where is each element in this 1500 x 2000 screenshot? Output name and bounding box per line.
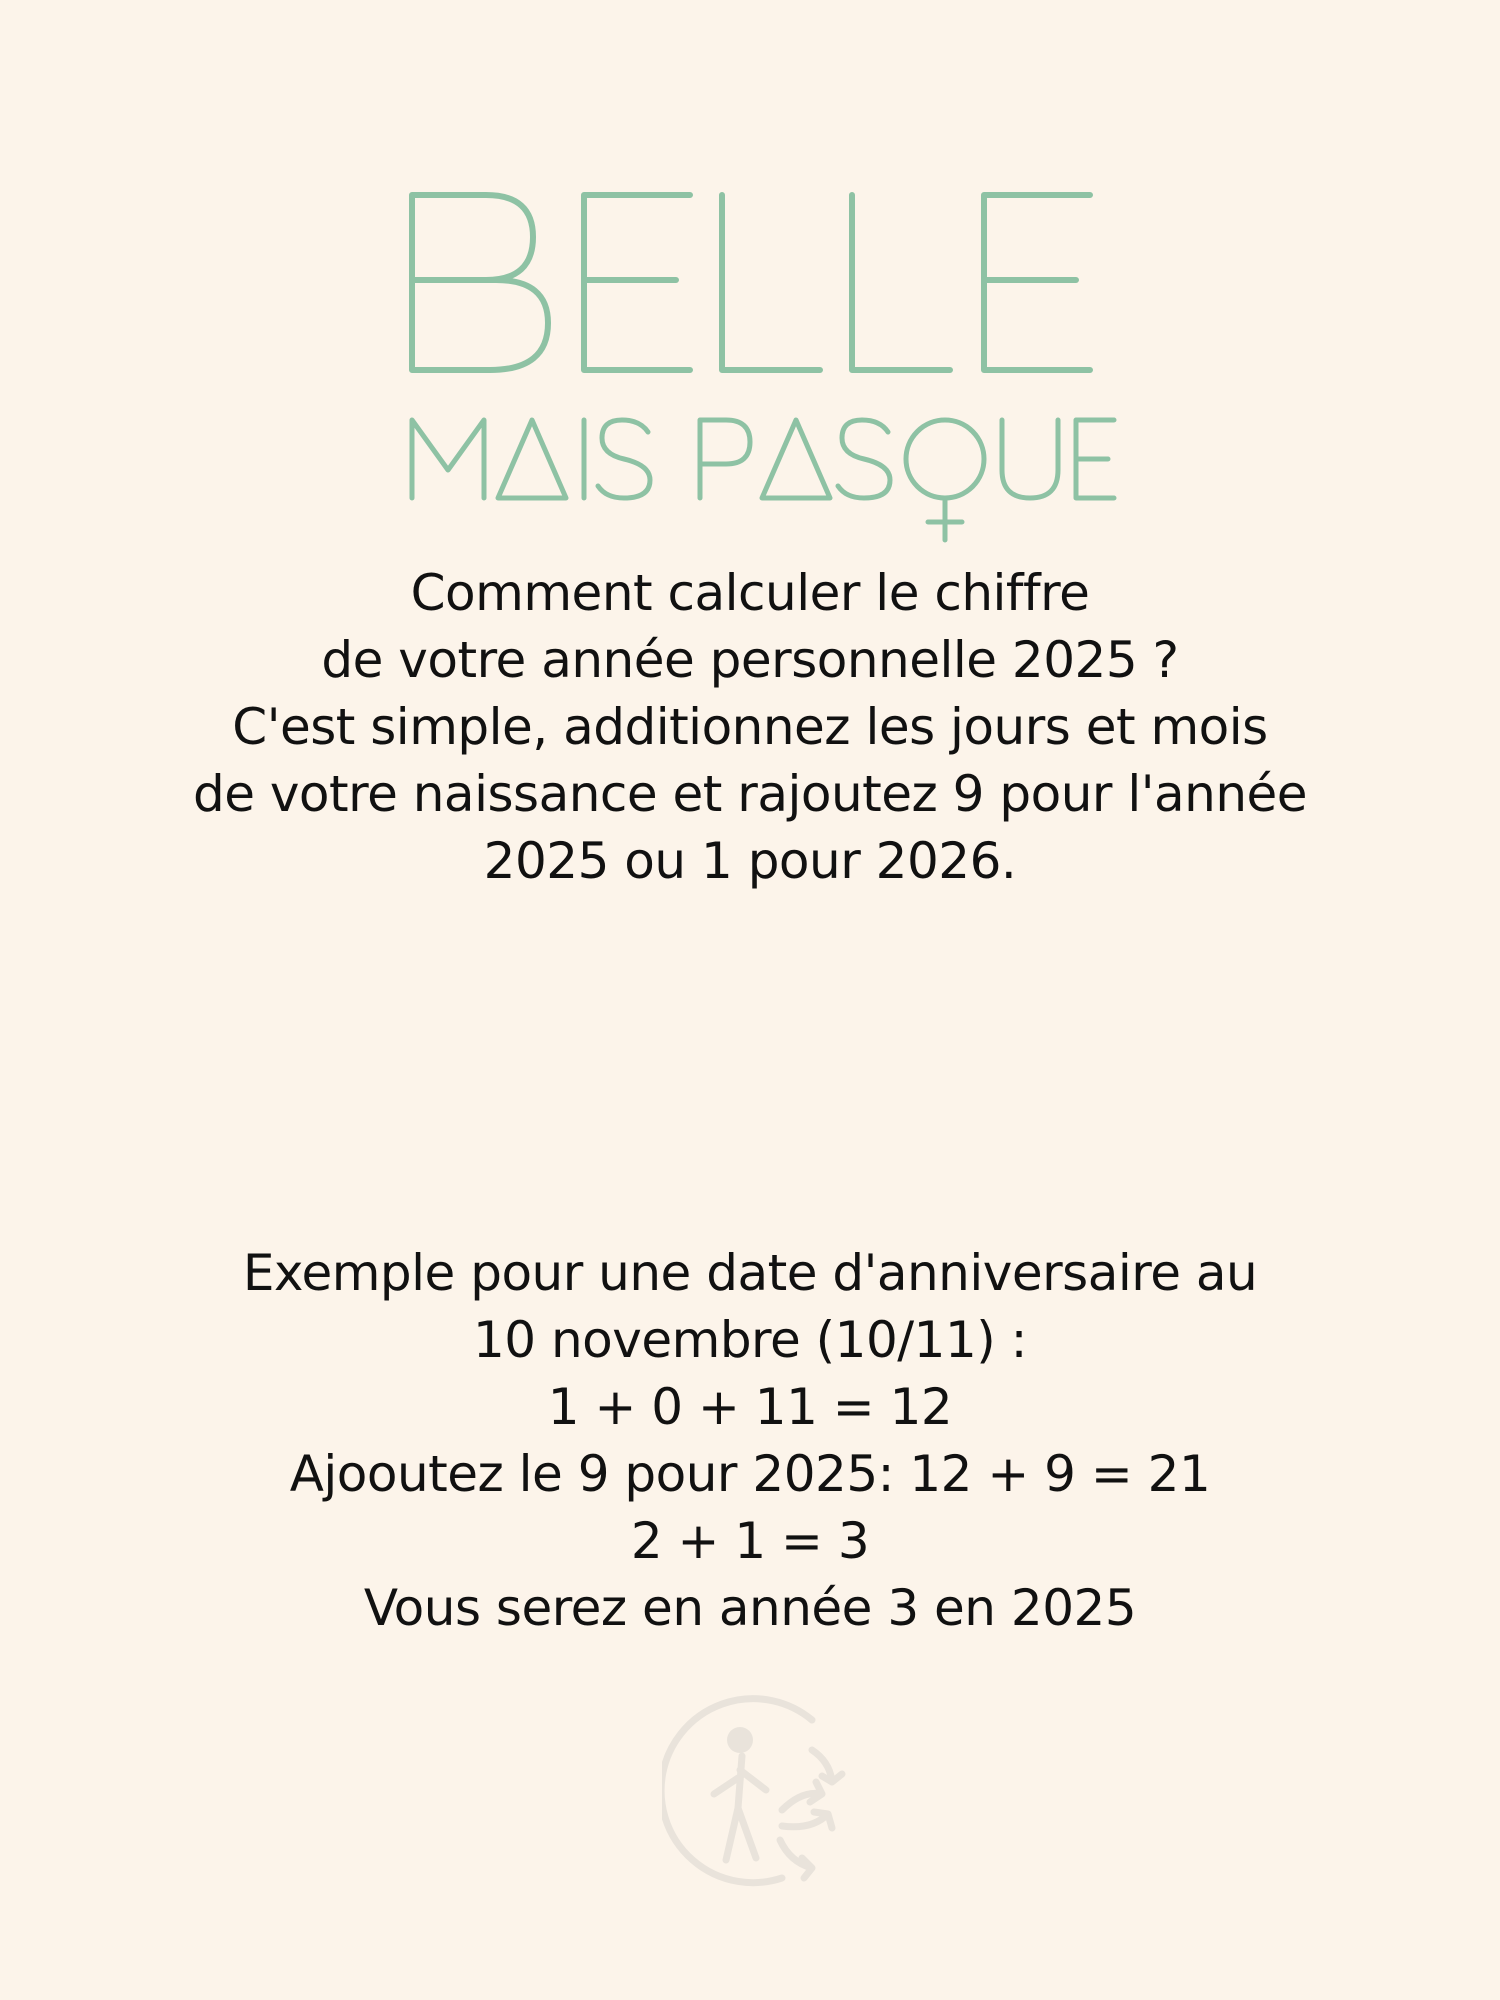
intro-line: 2025 ou 1 pour 2026. [483,832,1017,890]
example-line: 10 novembre (10/11) : [472,1311,1028,1369]
example-line: Vous serez en année 3 en 2025 [363,1579,1137,1637]
example-line: Ajooutez le 9 pour 2025: 12 + 9 = 21 [289,1445,1211,1503]
intro-line: de votre année personnelle 2025 ? [321,631,1179,689]
intro-line: Comment calculer le chiffre [410,564,1090,622]
example-line: 2 + 1 = 3 [630,1512,870,1570]
brand-logo-svg [0,170,1500,550]
belle-wordmark [412,195,1090,370]
example-line: Exemple pour une date d'anniversaire au [242,1244,1258,1302]
intro-line: de votre naissance et rajoutez 9 pour l'année [192,765,1308,823]
intro-paragraph [100,560,1400,895]
brand-logo [0,170,1500,550]
intro-line: C'est simple, additionnez les jours et mois [232,698,1268,756]
triman-recycling-icon [662,1690,862,1890]
example-paragraph [100,1240,1400,1642]
example-line: 1 + 0 + 11 = 12 [547,1378,953,1436]
mais-pas-que-wordmark [412,420,1114,540]
